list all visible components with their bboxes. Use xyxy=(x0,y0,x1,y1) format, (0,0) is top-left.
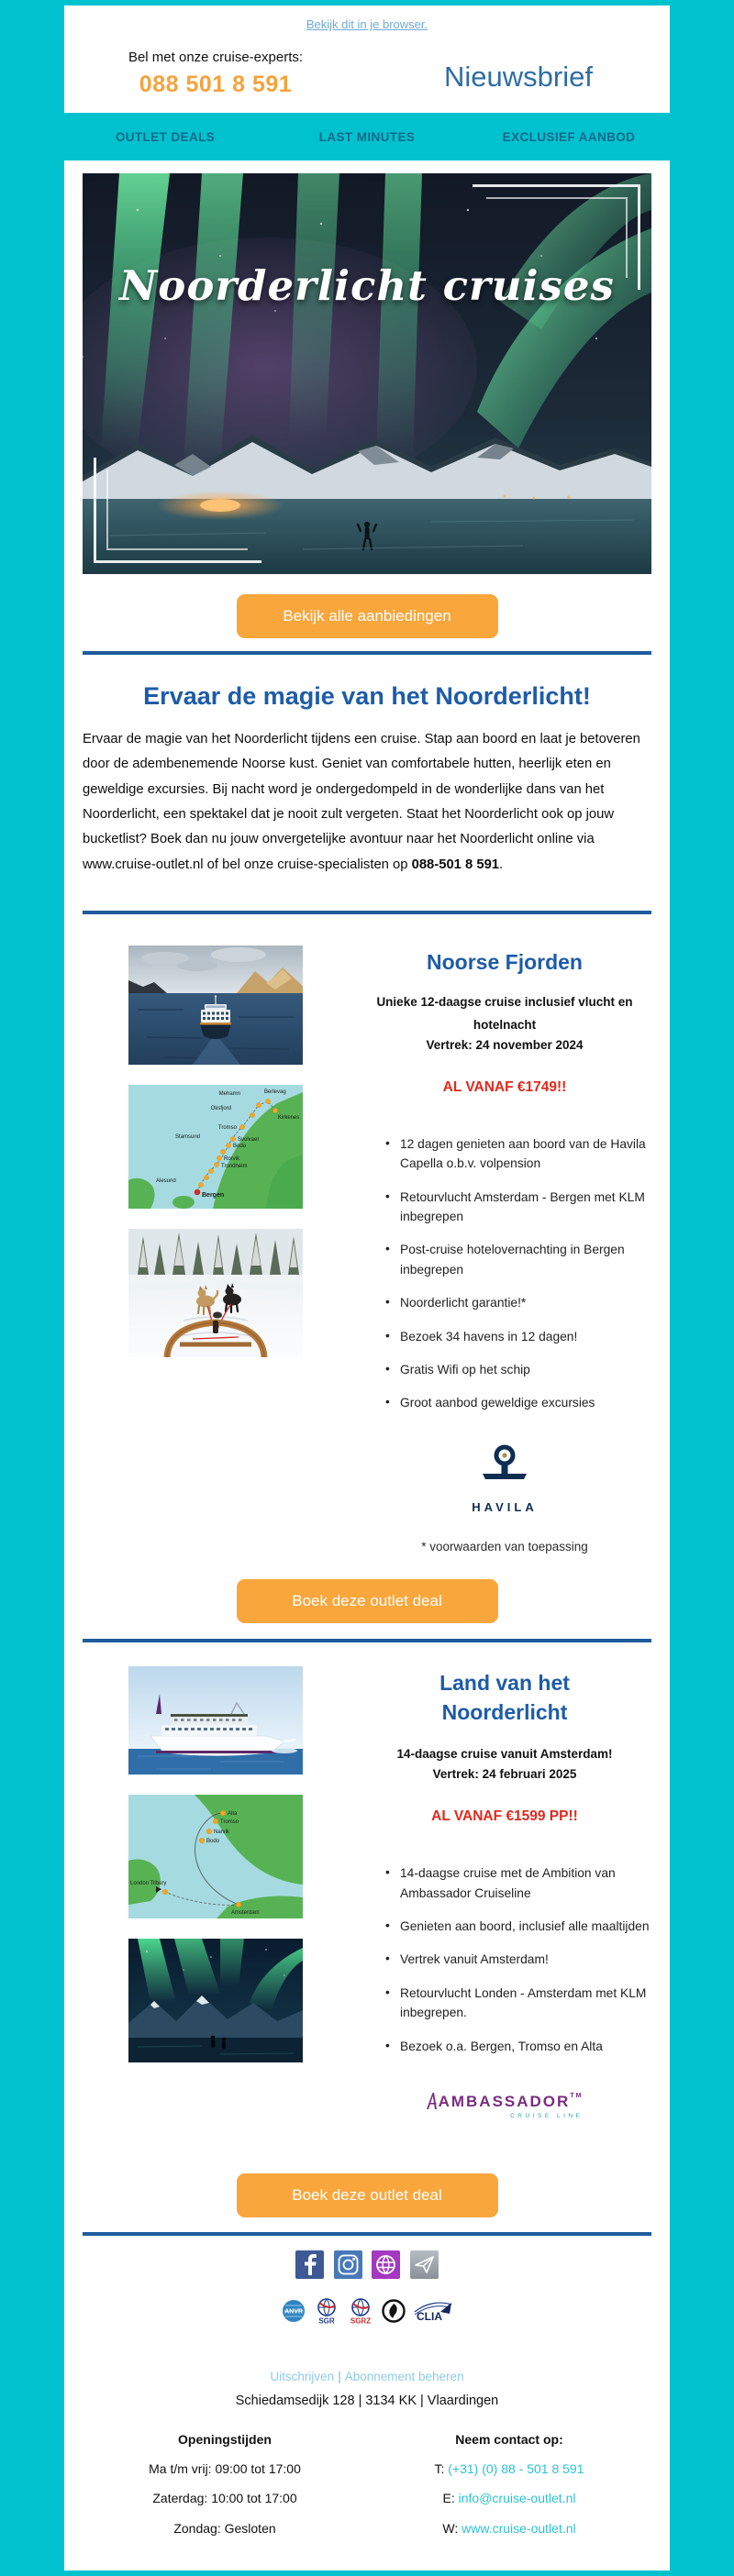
sgr-logo xyxy=(313,2297,340,2329)
deal-bullet: • Noorderlicht garantie!* xyxy=(385,1293,651,1312)
small-dog xyxy=(213,1312,222,1319)
sgrz-logo xyxy=(347,2297,374,2329)
ambassador-a-icon xyxy=(427,2093,439,2109)
email-header xyxy=(64,6,670,113)
subscription-links: Uitschrijven | Abonnement beheren xyxy=(270,2369,464,2383)
book-deal-button-1[interactable]: Boek deze outlet deal xyxy=(237,1579,498,1623)
hero-image xyxy=(83,173,651,574)
map-label: Narvik xyxy=(214,1829,230,1835)
newsletter-title: Nieuwsbrief xyxy=(444,61,593,93)
map-label: Tromso xyxy=(220,1819,239,1825)
divider xyxy=(83,651,651,655)
deal-bullet: • 14-daagse cruise met de Ambition van Ambassador Cruiseline xyxy=(385,1863,651,1903)
hours-line: Zondag: Gesloten xyxy=(173,2520,276,2536)
company-address: Schiedamsedijk 128 | 3134 KK | Vlaardingen xyxy=(235,2393,499,2408)
deal-bullet-list xyxy=(358,1863,651,2056)
deal-departure: Vertrek: 24 november 2024 xyxy=(426,1037,584,1052)
intro-body-text: Ervaar de magie van het Noorderlicht tijdens een cruise. Stap aan boord en laat je betoveren door de adembenemende Noorse kust. Geniet van comfortabele hutten, heerlijk eten en geweldige excursies. Bij nacht word je ondergedompeld in de wonderlijke dans van het Noorderlicht, een spektakel dat je nooit zult vergeten. Staat het Noorderlicht ook op jouw bucketlist? Boek dan nu jouw onvergetelijke avontuur naar het Noorderlicht online via www.cruise-outlet.nl of bel onze cruise-specialisten op xyxy=(83,732,640,872)
svg-text:SGRZ: SGRZ xyxy=(350,2316,372,2325)
map-illustration xyxy=(128,1795,303,1918)
contact-title: Neem contact op: xyxy=(455,2431,563,2447)
ship-fjord-illustration xyxy=(128,945,303,1065)
havila-ship-photo xyxy=(128,945,303,1065)
newsletter-email xyxy=(64,6,670,2576)
deal-subtitle: 14-daagse cruise vanuit Amsterdam! xyxy=(396,1747,613,1762)
book-deal-button-2[interactable]: Boek deze outlet deal xyxy=(237,2173,498,2217)
deal-price: AL VANAF €1599 PP!! xyxy=(431,1808,578,1825)
ambassador-logo-text: AMBASSADOR xyxy=(438,2092,571,2110)
hours-line: Ma t/m vrij: 09:00 tot 17:00 xyxy=(149,2461,301,2477)
social-row xyxy=(83,2250,651,2279)
divider xyxy=(83,2232,651,2236)
svg-text:ANVR: ANVR xyxy=(284,2308,303,2316)
calamiteitenfonds-logo xyxy=(381,2298,406,2328)
deal-title: Noorse Fjorden xyxy=(427,950,583,975)
havila-logo-text: HAVILA xyxy=(472,1499,538,1514)
deal-price: AL VANAF €1749!! xyxy=(442,1078,567,1095)
deal-bullet-list xyxy=(358,1134,651,1413)
deal-bullet: • Vertrek vanuit Amsterdam! xyxy=(385,1950,651,1969)
intro-paragraph: Ervaar de magie van het Noorderlicht tijdens een cruise. Stap aan boord en laat je betoveren door de adembenemende Noorse kust. Geniet van comfortabele hutten, heerlijk eten en geweldige excursies. Bij nacht word je ondergedompeld in de wonderlijke dans van het Noorderlicht, een spektakel dat je nooit zult vergeten. Staat het Noorderlicht ook op jouw bucketlist? Boek dan nu jouw onvergetelijke avontuur naar het Noorderlicht online via www.cruise-outlet.nl of bel onze cruise-specialisten op 088-501 8 591. xyxy=(83,732,640,872)
ambassador-ship-photo xyxy=(128,1666,303,1774)
opening-hours-title: Openingstijden xyxy=(178,2431,272,2447)
aurora-small-illustration xyxy=(128,1939,303,2062)
ambassador-logo: AMBASSADOR™ CRUISE LINE xyxy=(358,2093,651,2122)
map-label: Bodo xyxy=(233,1144,247,1150)
map-label: Amsterdam xyxy=(231,1909,260,1916)
instagram-icon[interactable] xyxy=(334,2250,362,2279)
contact-phone-link[interactable]: (+31) (0) 88 - 501 8 591 xyxy=(448,2461,584,2477)
map-label: London Tilbury xyxy=(130,1880,167,1886)
view-in-browser-link[interactable]: Bekijk dit in je browser. xyxy=(306,17,428,31)
divider xyxy=(83,911,651,914)
svg-text:CLIA: CLIA xyxy=(417,2309,442,2323)
unsubscribe-link[interactable]: Uitschrijven xyxy=(270,2369,335,2383)
contact-email-row: E: info@cruise-outlet.nl xyxy=(442,2491,576,2506)
deal-title: Land van het Noorderlicht xyxy=(439,1670,570,1724)
map-illustration xyxy=(128,1085,303,1209)
deal-bullet: • Bezoek o.a. Bergen, Tromso en Alta xyxy=(385,2037,651,2056)
deal-bullet: • Gratis Wifi op het schip xyxy=(385,1360,651,1379)
hero-title: Noorderlicht cruises xyxy=(119,261,615,310)
hours-line: Zaterdag: 10:00 tot 17:00 xyxy=(152,2491,297,2506)
nav-bar xyxy=(64,113,670,160)
deal-land-van-noorderlicht xyxy=(83,1666,651,2122)
deal-bullet: • 12 dagen genieten aan boord van de Havila Capella o.b.v. volpension xyxy=(385,1134,651,1174)
anvr-logo xyxy=(281,2298,306,2328)
route-map-noorderlicht xyxy=(128,1795,303,1918)
map-label: Oksfjord xyxy=(210,1106,231,1112)
deal-noorse-fjorden xyxy=(83,945,651,1553)
contact-email-link[interactable]: info@cruise-outlet.nl xyxy=(458,2491,576,2506)
havila-anchor-icon xyxy=(475,1444,534,1492)
cruise-ship-illustration xyxy=(128,1666,303,1774)
map-label: Trondheim xyxy=(221,1164,248,1170)
nav-exclusief-aanbod[interactable]: EXCLUSIEF AANBOD xyxy=(502,129,636,144)
deal-subtitle: Unieke 12-daagse cruise inclusief vlucht en hotelnacht xyxy=(376,995,633,1032)
map-label: Alta xyxy=(228,1810,238,1817)
ambassador-logo-subtext: CRUISE LINE xyxy=(510,2112,584,2119)
contact-website-link[interactable]: www.cruise-outlet.nl xyxy=(462,2520,576,2536)
deal-bullet: • Genieten aan boord, inclusief alle maaltijden xyxy=(385,1917,651,1936)
map-label: Svolvaer xyxy=(238,1137,260,1144)
deal-bullet: • Groot aanbod geweldige excursies xyxy=(385,1393,651,1412)
map-label: Alesund xyxy=(156,1178,176,1185)
nav-outlet-deals[interactable]: OUTLET DEALS xyxy=(115,129,216,144)
email-body xyxy=(64,160,670,2570)
deal-bullet: • Retourvlucht Amsterdam - Bergen met KLM inbegrepen xyxy=(385,1188,651,1227)
facebook-icon[interactable] xyxy=(295,2250,324,2279)
deal-bullet: • Bezoek 34 havens in 12 dagen! xyxy=(385,1327,651,1346)
manage-subscription-link[interactable]: Abonnement beheren xyxy=(344,2369,464,2383)
map-label: Berlevag xyxy=(264,1089,286,1096)
divider xyxy=(83,1639,651,1642)
map-label: Mehamn xyxy=(218,1091,240,1098)
membership-logos xyxy=(83,2297,651,2329)
clia-logo xyxy=(413,2299,453,2327)
husky-sled-photo xyxy=(128,1229,303,1357)
map-label: Tromso xyxy=(217,1125,237,1132)
map-label: Kirkenes xyxy=(278,1115,300,1122)
header-phone-block xyxy=(64,50,367,98)
globe-icon[interactable] xyxy=(372,2250,400,2279)
header-phone-number[interactable]: 088 501 8 591 xyxy=(139,72,293,97)
call-experts-label: Bel met onze cruise-experts: xyxy=(128,50,304,65)
map-label: Bergen xyxy=(202,1192,225,1200)
svg-text:SGR: SGR xyxy=(318,2316,335,2325)
view-all-offers-button[interactable]: Bekijk alle aanbiedingen xyxy=(237,594,498,638)
contact-block xyxy=(367,2425,651,2543)
deal-bullet: • Post-cruise hotelovernachting in Bergen inbegrepen xyxy=(385,1240,651,1279)
opening-hours xyxy=(83,2425,367,2543)
map-label: Bodo xyxy=(206,1838,220,1844)
dog-sled-illustration xyxy=(128,1229,303,1357)
send-icon[interactable] xyxy=(410,2250,439,2279)
deal-departure: Vertrek: 24 februari 2025 xyxy=(432,1767,577,1782)
contact-phone-row: T: (+31) (0) 88 - 501 8 591 xyxy=(434,2461,584,2477)
nav-last-minutes[interactable]: LAST MINUTES xyxy=(318,129,416,144)
deal-footnote: * voorwaarden van toepassing xyxy=(421,1539,588,1553)
map-label: Rorvik xyxy=(224,1156,240,1163)
aurora-landscape-photo xyxy=(128,1939,303,2062)
contact-website-row: W: www.cruise-outlet.nl xyxy=(442,2520,576,2536)
havila-logo xyxy=(358,1444,651,1514)
map-label: Stamsund xyxy=(174,1134,200,1141)
intro-heading: Ervaar de magie van het Noorderlicht! xyxy=(143,682,591,710)
hero-frame-bottom-left-inner xyxy=(106,470,248,550)
deal-bullet: • Retourvlucht Londen - Amsterdam met KLM inbegrepen. xyxy=(385,1984,651,2023)
route-map-noorse-fjorden xyxy=(128,1085,303,1209)
intro-phone-bold: 088-501 8 591 xyxy=(411,857,500,872)
